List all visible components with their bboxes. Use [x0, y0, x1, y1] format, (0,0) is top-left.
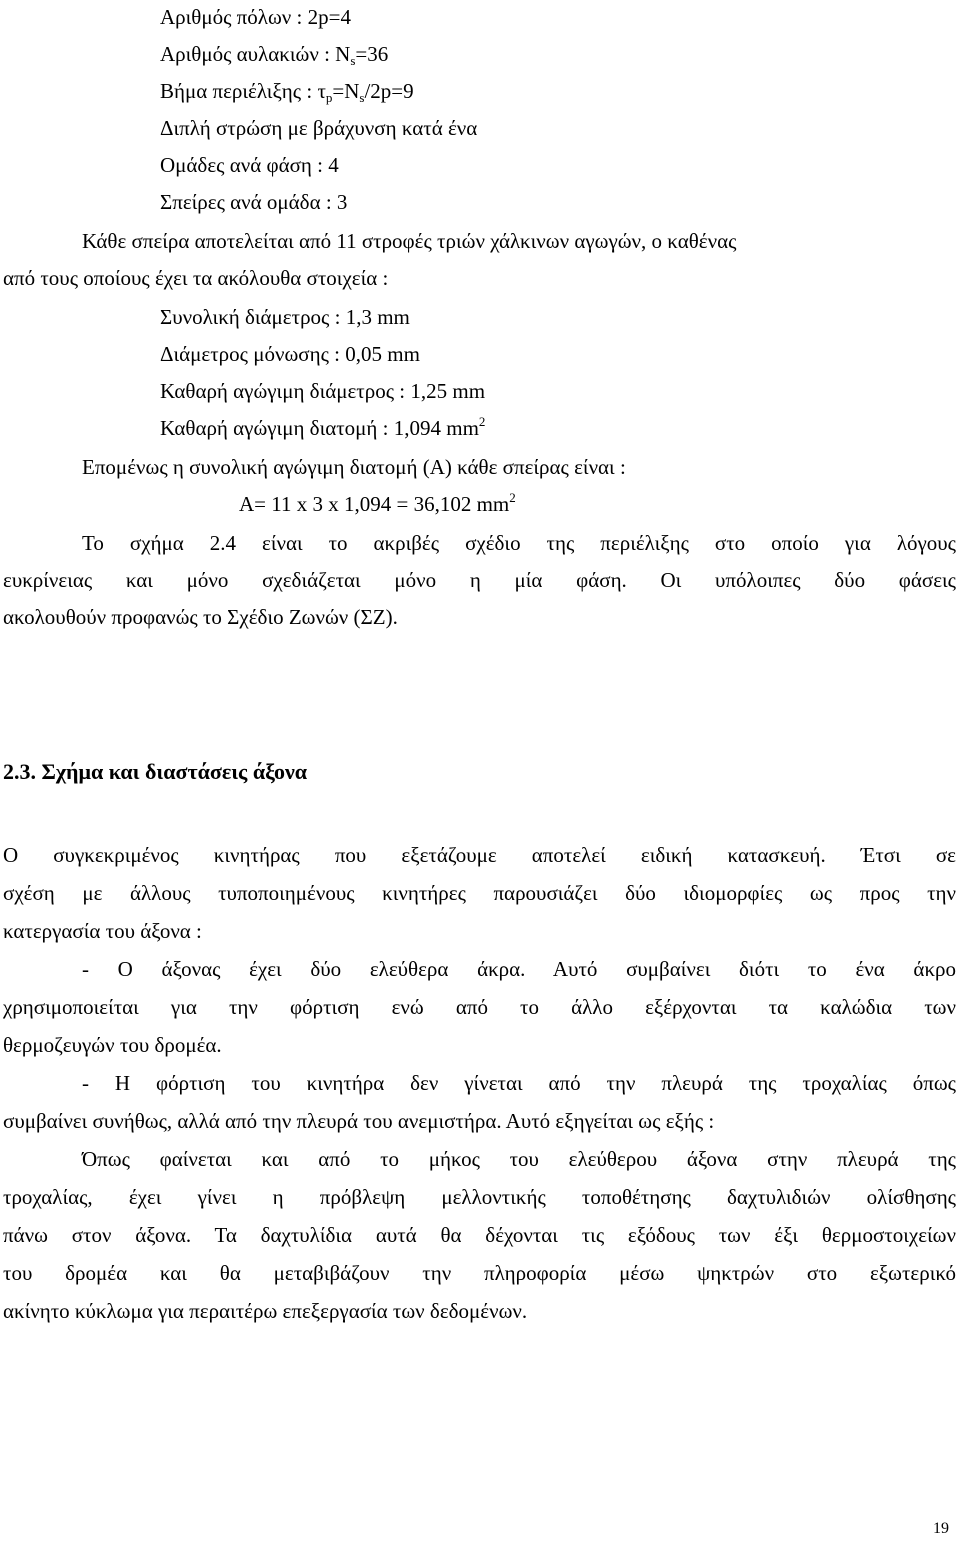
body-p4-line-3: πάνω στον άξονα. Τα δαχτυλίδια αυτά θα δέχονται τις εξόδους των έξι θερμοστοιχείων — [3, 1223, 956, 1247]
conductor-insulation: Διάμετρος μόνωσης : 0,05 mm — [160, 342, 420, 366]
section-heading: 2.3. Σχήμα και διαστάσεις άξονα — [3, 759, 308, 784]
spec-slots-value: =36 — [355, 42, 389, 66]
spec-slots-label: Αριθμός αυλακιών : N — [160, 42, 351, 66]
figure-para-line-3: ακολουθούν προφανώς το Σχέδιο Ζωνών (ΣΖ). — [3, 605, 398, 629]
coil-intro-line-1: Κάθε σπείρα αποτελείται από 11 στροφές τριών χάλκινων αγωγών, ο καθένας — [82, 229, 737, 253]
body-p4-line-1: Όπως φαίνεται και από το μήκος του ελεύθερου άξονα στην πλευρά της — [82, 1147, 956, 1171]
total-section-line: Επομένως η συνολική αγώγιμη διατομή (Α) κάθε σπείρας είναι : — [82, 455, 626, 479]
conductor-net-diameter: Καθαρή αγώγιμη διάμετρος : 1,25 mm — [160, 379, 486, 403]
spec-slots-subscript: s — [350, 53, 356, 68]
body-p4-line-4: του δρομέα και θα μεταβιβάζουν την πληροφορία μέσω ψηκτρών στο εξωτερικό — [3, 1261, 956, 1285]
spec-groups: Ομάδες ανά φάση : 4 — [160, 153, 339, 177]
conductor-net-section — [160, 415, 485, 441]
spec-slots — [160, 41, 388, 67]
conductor-net-section-superscript: 2 — [478, 414, 486, 429]
body-p3-line-2: συμβαίνει συνήθως, αλλά από την πλευρά του ανεμιστήρα. Αυτό εξηγείται ως εξής : — [3, 1109, 715, 1133]
body-p4-line-5: ακίνητο κύκλωμα για περαιτέρω επεξεργασία των δεδομένων. — [3, 1299, 528, 1323]
body-p1-line-2: σχέση με άλλους τυποποιημένους κινητήρες παρουσιάζει δύο ιδιομορφίες ως προς την — [3, 881, 956, 905]
total-section-formula-superscript: 2 — [509, 490, 516, 505]
total-section-formula — [239, 491, 516, 517]
spec-double-layer: Διπλή στρώση με βράχυνση κατά ένα — [160, 116, 478, 140]
spec-pitch-label: Βήμα περιέλιξης : τ — [160, 79, 326, 103]
spec-coils: Σπείρες ανά ομάδα : 3 — [160, 190, 348, 214]
spec-pitch-mid: =N — [332, 79, 360, 103]
spec-pitch — [160, 78, 414, 104]
body-p4-line-2: τροχαλίας, έχει γίνει η πρόβλεψη μελλοντικής τοποθέτησης δαχτυλιδιών ολίσθησης — [3, 1185, 956, 1209]
body-p2-line-1: - Ο άξονας έχει δύο ελεύθερα άκρα. Αυτό συμβαίνει διότι το ένα άκρο — [82, 957, 956, 981]
body-p3-line-1: - Η φόρτιση του κινητήρα δεν γίνεται από την πλευρά της τροχαλίας όπως — [82, 1071, 956, 1095]
figure-para-line-2: ευκρίνειας και μόνο σχεδιάζεται μόνο η μία φάση. Οι υπόλοιπες δύο φάσεις — [3, 568, 956, 592]
conductor-total-diameter: Συνολική διάμετρος : 1,3 mm — [160, 305, 410, 329]
body-p2-line-2: χρησιμοποιείται για την φόρτιση ενώ από το άλλο εξέρχονται τα καλώδια των — [3, 995, 956, 1019]
spec-pitch-subscript-p: p — [325, 90, 333, 105]
coil-intro-line-2: από τους οποίους έχει τα ακόλουθα στοιχεία : — [3, 266, 389, 290]
figure-para-line-1: Το σχήμα 2.4 είναι το ακριβές σχέδιο της περιέλιξης στο οποίο για λόγους — [82, 531, 956, 555]
conductor-net-section-text: Καθαρή αγώγιμη διατομή : 1,094 mm — [160, 416, 479, 440]
page-number: 19 — [933, 1520, 949, 1537]
body-p1-line-3: κατεργασία του άξονα : — [3, 919, 202, 943]
body-p2-line-3: θερμοζευγών του δρομέα. — [3, 1033, 222, 1057]
spec-pitch-subscript-s: s — [359, 90, 365, 105]
spec-poles: Αριθμός πόλων : 2p=4 — [160, 5, 351, 29]
spec-pitch-value: /2p=9 — [364, 79, 414, 103]
total-section-formula-text: Α= 11 x 3 x 1,094 = 36,102 mm — [239, 492, 510, 516]
body-p1-line-1: Ο συγκεκριμένος κινητήρας που εξετάζουμε αποτελεί ειδική κατασκευή. Έτσι σε — [3, 843, 956, 867]
